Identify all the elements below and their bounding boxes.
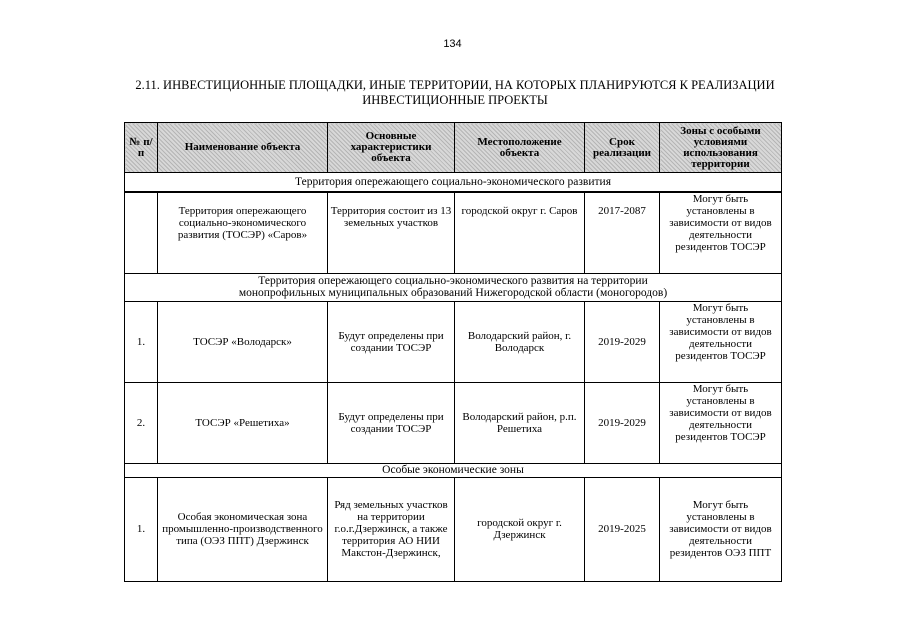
row-zones: Могут быть установлены в зависимости от видов деятельности резидентов ТОСЭР	[660, 192, 782, 273]
page-number: 134	[443, 38, 462, 50]
row-num: 1.	[125, 477, 158, 581]
row-zones: Могут быть установлены в зависимости от видов деятельности резидентов ОЭЗ ППТ	[660, 477, 782, 581]
row-name: Особая экономическая зона промышленно-производственного типа (ОЭЗ ППТ) Дзержинск	[158, 477, 328, 581]
row-num: 1.	[125, 301, 158, 382]
row-name: ТОСЭР «Володарск»	[158, 301, 328, 382]
header-num: № п/п	[125, 123, 158, 173]
row-name: ТОСЭР «Решетиха»	[158, 382, 328, 463]
header-term: Срок реализации	[585, 123, 660, 173]
header-name: Наименование объекта	[158, 123, 328, 173]
section-title-line-2: ИНВЕСТИЦИОННЫЕ ПРОЕКТЫ	[362, 93, 548, 107]
section-title	[110, 78, 800, 108]
section-heading-line-2: монопрофильных муниципальных образований Нижегородской области (моногородов)	[238, 287, 668, 299]
table-row	[125, 301, 782, 382]
row-location: городской округ г. Дзержинск	[455, 477, 585, 581]
row-term: 2019-2029	[585, 301, 660, 382]
header-characteristics: Основные характеристики объекта	[328, 123, 455, 173]
section-row-tosr	[125, 173, 782, 193]
row-name: Территория опережающего социально-экономического развития (ТОСЭР) «Саров»	[158, 192, 328, 273]
row-location: городской округ г. Саров	[455, 192, 585, 273]
section-row-sez	[125, 463, 782, 477]
row-term: 2017-2087	[585, 192, 660, 273]
header-location: Местоположение объекта	[455, 123, 585, 173]
row-characteristics: Ряд земельных участков на территории г.о.г.Дзержинск, а также территория АО НИИ Макстон-Дзержинск,	[328, 477, 455, 581]
row-location: Володарский район, р.п. Решетиха	[455, 382, 585, 463]
row-term: 2019-2029	[585, 382, 660, 463]
row-term: 2019-2025	[585, 477, 660, 581]
row-zones: Могут быть установлены в зависимости от видов деятельности резидентов ТОСЭР	[660, 382, 782, 463]
table-row	[125, 192, 782, 273]
section-heading-line-1: Территория опережающего социально-экономического развития на территории	[258, 275, 648, 287]
section-heading: Особые экономические зоны	[125, 463, 782, 477]
table-row	[125, 477, 782, 581]
row-characteristics: Будут определены при создании ТОСЭР	[328, 382, 455, 463]
row-location: Володарский район, г. Володарск	[455, 301, 585, 382]
section-row-monotowns	[125, 273, 782, 301]
investment-sites-table	[124, 122, 782, 582]
row-num	[125, 192, 158, 273]
row-characteristics: Территория состоит из 13 земельных участков	[328, 192, 455, 273]
row-characteristics: Будут определены при создании ТОСЭР	[328, 301, 455, 382]
table-header-row	[125, 123, 782, 173]
header-zones: Зоны с особыми условиями использования территории	[660, 123, 782, 173]
row-zones: Могут быть установлены в зависимости от видов деятельности резидентов ТОСЭР	[660, 301, 782, 382]
section-heading	[125, 273, 782, 301]
section-title-line-1: 2.11. ИНВЕСТИЦИОННЫЕ ПЛОЩАДКИ, ИНЫЕ ТЕРРИТОРИИ, НА КОТОРЫХ ПЛАНИРУЮТСЯ К РЕАЛИЗАЦИИ	[135, 78, 775, 92]
section-heading: Территория опережающего социально-экономического развития	[125, 173, 782, 193]
row-num: 2.	[125, 382, 158, 463]
table-row	[125, 382, 782, 463]
